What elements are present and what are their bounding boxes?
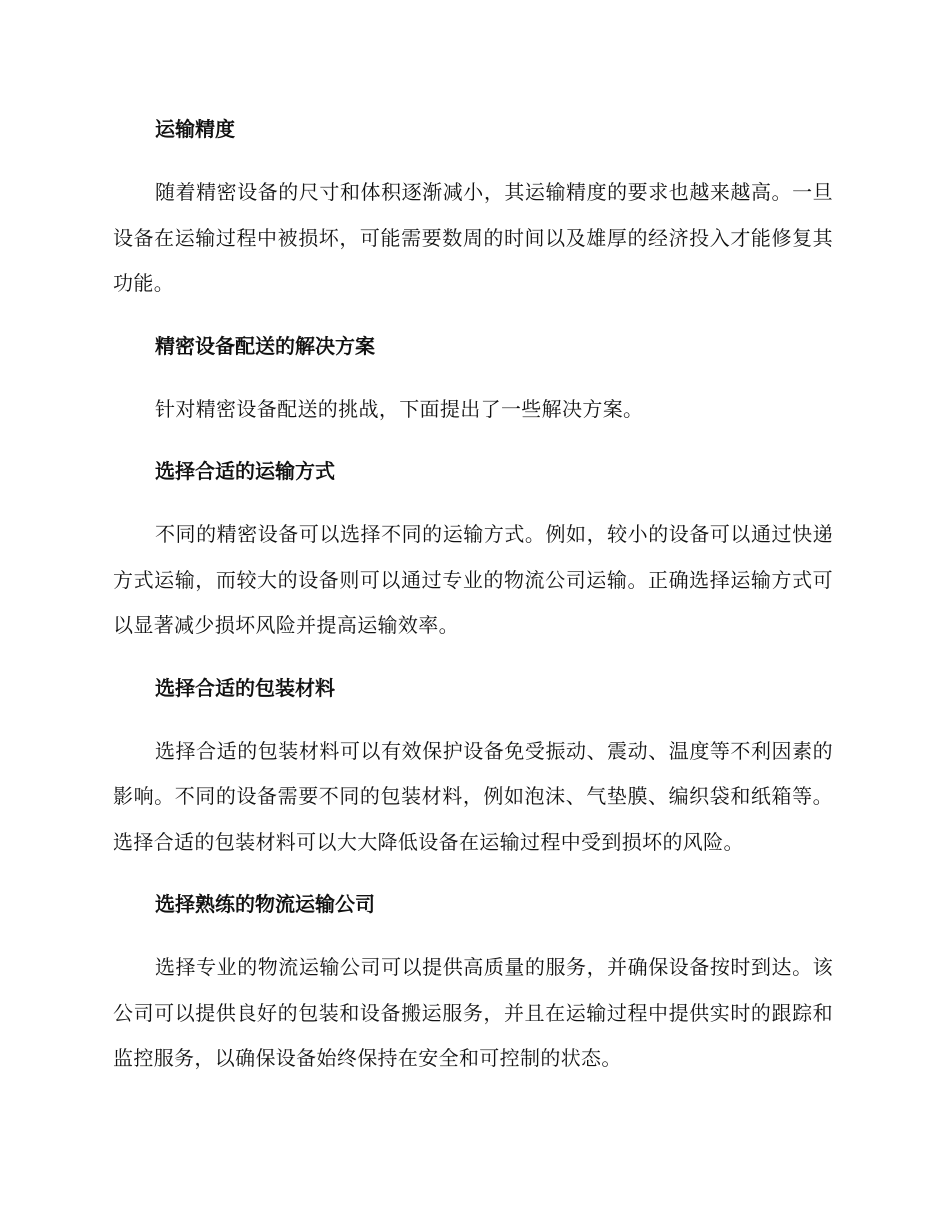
section-paragraph-delivery-solutions: 针对精密设备配送的挑战，下面提出了一些解决方案。: [155, 396, 644, 421]
section-heading-packaging-materials: 选择合适的包装材料: [155, 675, 335, 700]
section-heading-transport-mode: 选择合适的运输方式: [155, 459, 335, 483]
document-body: [113, 112, 833, 1082]
section-paragraph-packaging-materials: 选择合适的包装材料可以有效保护设备免受振动、震动、温度等不利因素的影响。不同的设备需要不同的包装材料，例如泡沫、气垫膜、编织袋和纸箱等。选择合适的包装材料可以大大降低设备在运输过程中受到损坏的风险。: [113, 738, 833, 854]
section-heading-logistics-company: 选择熟练的物流运输公司: [155, 892, 375, 916]
section-heading-transport-precision: 运输精度: [155, 117, 235, 141]
section-paragraph-logistics-company: 选择专业的物流运输公司可以提供高质量的服务，并确保设备按时到达。该公司可以提供良好的包装和设备搬运服务，并且在运输过程中提供实时的跟踪和监控服务，以确保设备始终保持在安全和可控制的状态。: [113, 955, 833, 1070]
section-heading-delivery-solutions: 精密设备配送的解决方案: [155, 333, 375, 358]
section-paragraph-transport-mode: 不同的精密设备可以选择不同的运输方式。例如，较小的设备可以通过快递方式运输，而较大的设备则可以通过专业的物流公司运输。正确选择运输方式可以显著减少损坏风险并提高运输效率。: [113, 522, 833, 637]
section-paragraph-transport-precision: 随着精密设备的尺寸和体积逐渐减小，其运输精度的要求也越来越高。一旦设备在运输过程中被损坏，可能需要数周的时间以及雄厚的经济投入才能修复其功能。: [113, 180, 833, 295]
